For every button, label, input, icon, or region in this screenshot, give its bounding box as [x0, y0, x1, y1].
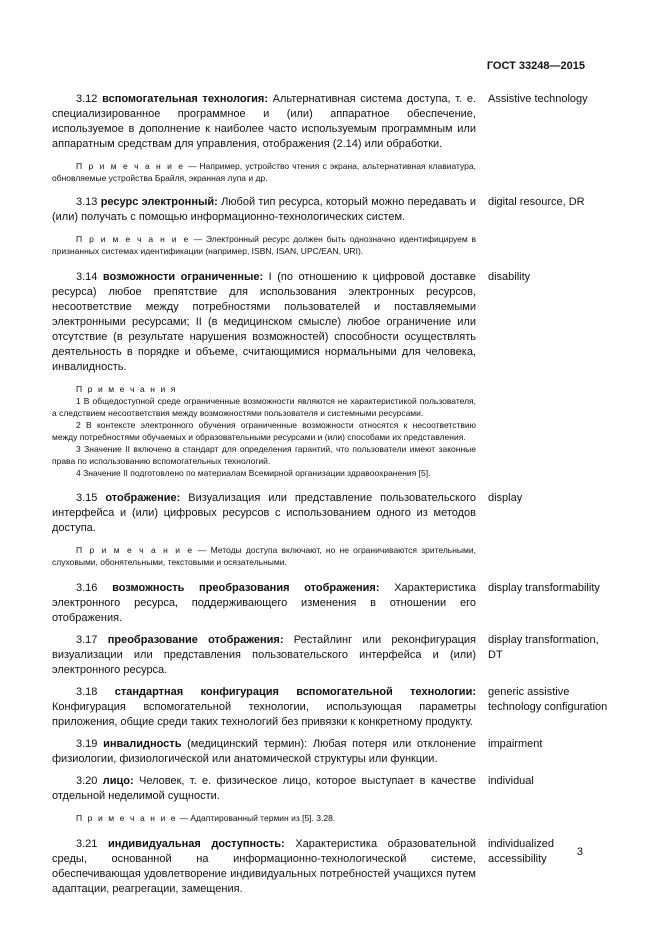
note-label: П р и м е ч а н и е	[76, 161, 185, 171]
note-item: 1 В общедоступной среде ограниченные возможности являются не характеристикой пользователя, а следствием несоответствия между возможностями пользователя и системными ресурсами.	[52, 396, 476, 418]
note-text: — Адаптированный термин из [5]. 3.28.	[179, 813, 336, 823]
note-item: 3 Значение II включено в стандарт для определения гарантий, что пользователи имеют законные права по использованию вспомогательных технологий.	[52, 444, 476, 466]
term-number: 3.12	[76, 93, 98, 105]
term-definition: Любой тип ресурса, который можно передавать и (или) получать с помощью информационно-технологических систем.	[52, 196, 477, 223]
term-definition: Конфигурация вспомогательной технологии, использующая параметры приложения, общие среди таких технологий без привязки к конкретному продукту.	[52, 701, 476, 728]
note-item: 4 Значение II подготовлено по материалам Всемирной организации здравоохранения [5].	[76, 468, 431, 478]
notes-label: П р и м е ч а н и я	[76, 384, 178, 394]
term-body	[52, 491, 476, 568]
term-entry-3-15	[52, 491, 610, 568]
term-number: 3.20	[76, 775, 98, 787]
term-number: 3.13	[76, 196, 98, 208]
term-note	[52, 544, 476, 568]
term-entry-3-19	[52, 737, 610, 767]
term-definition-paragraph	[52, 774, 476, 804]
page-number: 3	[576, 846, 583, 858]
term-title: лицо:	[102, 775, 134, 787]
note-item: 2 В контексте электронного обучения ограниченные возможности относятся к несоответствию между потребностями обучаемых и образовательными ресурсами и (или) способами их представления.	[52, 420, 476, 442]
term-body	[52, 774, 476, 824]
term-definition-paragraph	[52, 195, 476, 225]
term-body	[52, 633, 476, 678]
term-entry-3-21	[52, 837, 610, 897]
term-title: преобразование отображения:	[107, 634, 284, 646]
english-equivalent: impairment	[488, 738, 543, 750]
term-definition: Характеристика образовательной среды, основанной на информационно-технологической системе, обеспечивающая удовлетворение индивидуальных потребностей учащихся путем адаптации, реагрегации, замещения.	[52, 838, 477, 895]
term-title: стандартная конфигурация вспомогательной технологии:	[114, 686, 476, 698]
term-definition-paragraph	[52, 837, 476, 897]
english-equivalent: generic assistive technology configuration	[488, 686, 608, 713]
english-equivalent: disability	[488, 271, 531, 283]
term-definition-paragraph	[52, 685, 476, 730]
english-equivalent: display	[488, 492, 523, 504]
term-note	[52, 233, 476, 257]
term-body	[52, 685, 476, 730]
term-definition-paragraph	[52, 737, 476, 767]
note-label: П р и м е ч а н и е	[76, 545, 194, 555]
terms-list	[52, 92, 610, 897]
term-definition-paragraph	[52, 581, 476, 626]
note-text: — Например, устройство чтения с экрана, альтернативная клавиатура, обновляемые устройства Брайля, экранная лупа и др.	[52, 161, 476, 183]
term-number: 3.21	[76, 838, 98, 850]
term-definition: (медицинский термин): Любая потеря или отклонение физиологии, физиологической или анатомической структуры или функции.	[52, 738, 477, 765]
standard-code: ГОСТ 33248—2015	[486, 60, 585, 72]
term-number: 3.19	[76, 738, 98, 750]
term-entry-3-14	[52, 270, 610, 479]
term-number: 3.15	[76, 492, 98, 504]
term-title: возможность преобразования отображения:	[112, 582, 380, 594]
term-title: вспомогательная технология:	[102, 93, 268, 105]
term-definition: Характеристика электронного ресурса, поддерживающего изменения в отношении его отображения.	[52, 582, 476, 624]
english-equivalent: individual	[488, 775, 534, 787]
term-title: инвалидность	[103, 738, 182, 750]
term-title: возможности ограниченные:	[102, 271, 264, 283]
english-equivalent: display transformability	[488, 582, 600, 594]
term-definition: Визуализация или представление пользовательского интерфейса и (или) цифровых ресурсов с использованием одного из методов доступа.	[52, 492, 476, 534]
english-equivalent: digital resource, DR	[488, 196, 585, 208]
term-entry-3-16	[52, 581, 610, 626]
term-notes	[52, 383, 476, 479]
term-title: отображение:	[105, 492, 181, 504]
term-definition: Альтернативная система доступа, т. е. специализированное программное и (или) аппаратное обеспечение, используемое в дополнение к наиболее часто используемым программным или аппаратным средствам для управления, отображения (2.14) или обработки.	[52, 93, 476, 150]
term-note	[52, 812, 476, 824]
term-definition: Рестайлинг или реконфигурация визуализации или представления пользовательского интерфейса и (или) электронного ресурса.	[52, 634, 476, 676]
term-body	[52, 581, 476, 626]
term-definition-paragraph	[52, 270, 476, 375]
english-equivalent: individualized accessibility	[488, 838, 555, 865]
term-note	[52, 160, 476, 184]
term-title: ресурс электронный:	[100, 196, 218, 208]
term-entry-3-18	[52, 685, 610, 730]
term-definition-paragraph	[52, 491, 476, 536]
term-body	[52, 837, 476, 897]
term-entry-3-17	[52, 633, 610, 678]
term-number: 3.16	[76, 582, 98, 594]
english-equivalent: Assistive technology	[488, 93, 588, 105]
term-definition: I (по отношению к цифровой доставке ресурса) любое препятствие для использования электронных ресурсов, несоответствие между потребностями пользователей и поставляемыми электронными ресурсами; II (в медицинском смысле) любое ограничение или отсутствие (в результате нарушения возможностей) способности осуществлять деятельность в порядке и объеме, считающимися нормальными для человека, инвалидность.	[52, 271, 476, 373]
term-title: индивидуальная доступность:	[108, 838, 285, 850]
english-equivalent: display transformation, DT	[488, 634, 599, 661]
term-entry-3-13	[52, 195, 610, 257]
term-number: 3.17	[76, 634, 98, 646]
term-body	[52, 270, 476, 479]
term-body	[52, 737, 476, 767]
term-definition-paragraph	[52, 92, 476, 152]
term-entry-3-12	[52, 92, 610, 184]
term-number: 3.14	[76, 271, 98, 283]
term-number: 3.18	[76, 686, 98, 698]
term-body	[52, 195, 476, 257]
term-definition: Человек, т. е. физическое лицо, которое выступает в качестве отдельной неделимой сущности.	[52, 775, 476, 802]
term-body	[52, 92, 476, 184]
term-definition-paragraph	[52, 633, 476, 678]
note-label: П р и м е ч а н и е	[76, 813, 178, 823]
note-label: П р и м е ч а н и е	[76, 234, 190, 244]
note-text: — Методы доступа включают, но не ограничиваются зрительными, слуховыми, обонятельными, текстовыми и осязательными.	[52, 545, 476, 567]
term-entry-3-20	[52, 774, 610, 824]
note-text: — Электронный ресурс должен быть однозначно идентифицируем в признанных системах идентификации (например, ISBN, ISAN, UPC/EAN, URI).	[52, 234, 476, 256]
